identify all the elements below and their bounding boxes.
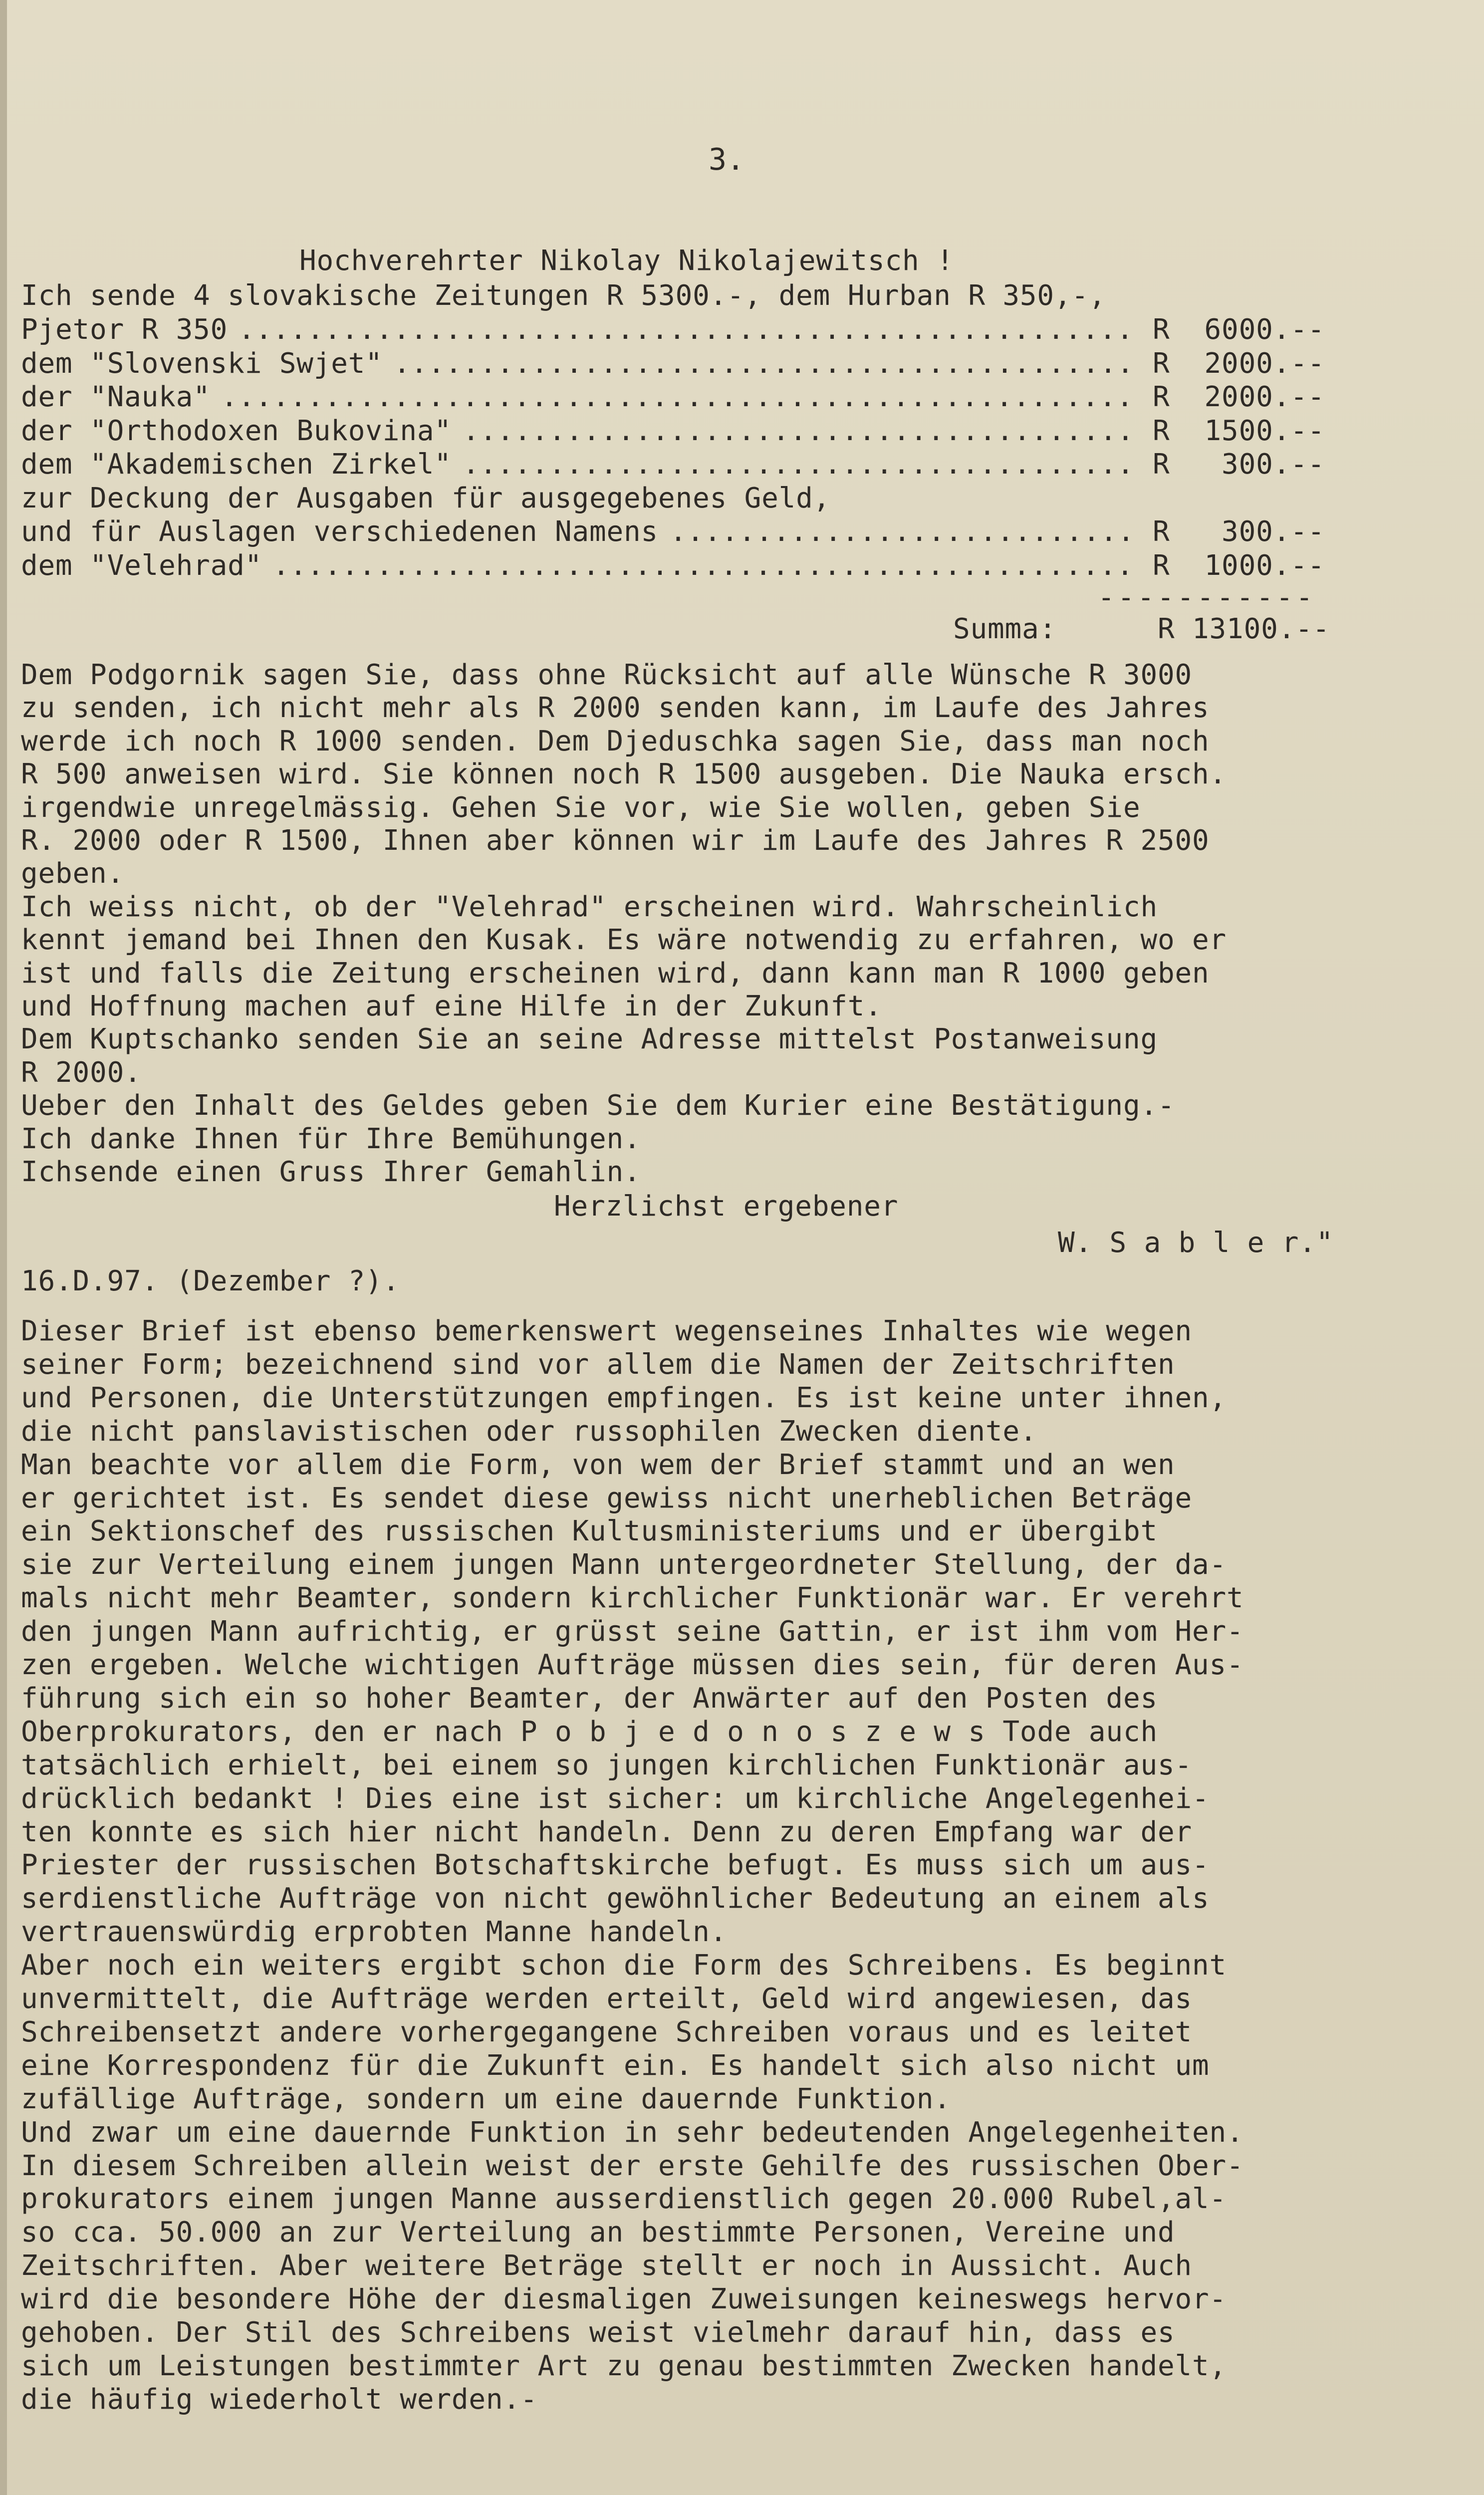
items-intro: Ich sende 4 slovakische Zeitungen R 5300.-, dem Hurban R 350,-,: [21, 279, 1106, 312]
commentary-line: die häufig wiederholt werden.-: [21, 2383, 538, 2416]
page-number: 3.: [709, 142, 745, 177]
sum-value: R 13100.--: [1158, 613, 1330, 645]
commentary-line: Schreibensetzt andere vorhergegangene Schreiben voraus und es leitet: [21, 2015, 1193, 2048]
ledger-item-label: der "Orthodoxen Bukovina": [21, 414, 452, 447]
commentary-line: Dieser Brief ist ebenso bemerkenswert wegenseines Inhaltes wie wegen: [21, 1315, 1193, 1347]
commentary-line: Aber noch ein weiters ergibt schon die Form des Schreibens. Es beginnt: [21, 1949, 1227, 1982]
letter-line: Ichsende einen Gruss Ihrer Gemahlin.: [21, 1156, 641, 1188]
ledger-item-label: der "Nauka": [21, 381, 211, 413]
ledger-leader-dots: ...........................: [670, 515, 1135, 548]
signature: W. S a b l e r.": [1058, 1227, 1334, 1259]
commentary-line: tatsächlich erhielt, bei einem so jungen kirchlichen Funktionär aus-: [21, 1748, 1193, 1781]
commentary-line: vertrauenswürdig erprobten Manne handeln.: [21, 1916, 728, 1949]
commentary-line: Man beachte vor allem die Form, von wem der Brief stammt und an wen: [21, 1448, 1175, 1481]
commentary-line: führung sich ein so hoher Beamter, der Anwärter auf den Posten des: [21, 1682, 1158, 1715]
letter-line: und Hoffnung machen auf eine Hilfe in der Zukunft.: [21, 990, 882, 1022]
commentary-line: drücklich bedankt ! Dies eine ist sicher: um kirchliche Angelegenhei-: [21, 1782, 1210, 1815]
commentary-line: ten konnte es sich hier nicht handeln. Denn zu deren Empfang war der: [21, 1815, 1193, 1848]
letter-line: Ueber den Inhalt des Geldes geben Sie dem Kurier eine Bestätigung.-: [21, 1089, 1175, 1122]
letter-line: R 500 anweisen wird. Sie können noch R 1500 ausgeben. Die Nauka ersch.: [21, 758, 1227, 791]
commentary-line: zufällige Aufträge, sondern um eine dauernde Funktion.: [21, 2082, 951, 2115]
commentary-line: gehoben. Der Stil des Schreibens weist vielmehr darauf hin, dass es: [21, 2316, 1175, 2349]
commentary-line: er gerichtet ist. Es sendet diese gewiss nicht unerheblichen Beträge: [21, 1482, 1193, 1514]
ledger-leader-dots: ..................................................: [272, 549, 1134, 582]
ledger-item-label: und für Auslagen verschiedenen Namens: [21, 515, 659, 548]
ledger-item-amount: R 300.--: [1153, 448, 1325, 481]
commentary-line: so cca. 50.000 an zur Verteilung an bestimmte Personen, Vereine und: [21, 2216, 1175, 2249]
ledger-item-amount: R 1500.--: [1153, 414, 1325, 447]
ledger-leader-dots: .......................................: [463, 414, 1135, 447]
letter-line: Ich weiss nicht, ob der "Velehrad" erscheinen wird. Wahrscheinlich: [21, 890, 1158, 923]
letter-line: R. 2000 oder R 1500, Ihnen aber können wir im Laufe des Jahres R 2500: [21, 824, 1210, 857]
letter-line: werde ich noch R 1000 senden. Dem Djeduschka sagen Sie, dass man noch: [21, 725, 1210, 757]
sum-label: Summa:: [953, 613, 1057, 645]
commentary-line: zen ergeben. Welche wichtigen Aufträge müssen dies sein, für deren Aus-: [21, 1649, 1244, 1681]
ledger-item-amount: R 300.--: [1153, 515, 1325, 548]
commentary-line: seiner Form; bezeichnend sind vor allem die Namen der Zeitschriften: [21, 1348, 1175, 1381]
letter-line: geben.: [21, 857, 125, 890]
ledger-leader-dots: ...........................................: [393, 347, 1134, 380]
page-edge: [0, 0, 7, 2495]
commentary-line: prokurators einem jungen Manne ausserdienstlich gegen 20.000 Rubel,al-: [21, 2183, 1227, 2216]
commentary-line: unvermittelt, die Aufträge werden erteilt, Geld wird angewiesen, das: [21, 1983, 1193, 2015]
ledger-leader-dots: .....................................................: [221, 381, 1134, 413]
letter-line: Dem Kuptschanko senden Sie an seine Adresse mittelst Postanweisung: [21, 1023, 1158, 1056]
commentary-line: In diesem Schreiben allein weist der erste Gehilfe des russischen Ober-: [21, 2149, 1244, 2182]
salutation: Hochverehrter Nikolay Nikolajewitsch !: [299, 245, 954, 277]
ledger-item-label: zur Deckung der Ausgaben für ausgegebenes Geld,: [21, 482, 831, 514]
commentary-line: serdienstliche Aufträge von nicht gewöhnlicher Bedeutung an einem als: [21, 1882, 1210, 1915]
ledger-item-amount: R 2000.--: [1153, 381, 1325, 413]
commentary-line: den jungen Mann aufrichtig, er grüsst seine Gattin, er ist ihm vom Her-: [21, 1615, 1244, 1648]
ledger-item-label: dem "Velehrad": [21, 549, 262, 582]
commentary-line: sich um Leistungen bestimmter Art zu genau bestimmten Zwecken handelt,: [21, 2349, 1227, 2382]
ledger-item-label: Pjetor R 350: [21, 313, 228, 346]
commentary-line: Zeitschriften. Aber weitere Beträge stellt er noch in Aussicht. Auch: [21, 2249, 1193, 2282]
commentary-line: mals nicht mehr Beamter, sondern kirchlicher Funktionär war. Er verehrt: [21, 1582, 1244, 1615]
commentary-line: wird die besondere Höhe der diesmaligen Zuweisungen keineswegs hervor-: [21, 2283, 1227, 2316]
letter-line: irgendwie unregelmässig. Gehen Sie vor, wie Sie wollen, geben Sie: [21, 791, 1141, 824]
letter-line: Ich danke Ihnen für Ihre Bemühungen.: [21, 1122, 641, 1155]
ledger-leader-dots: ....................................................: [238, 313, 1134, 346]
letter-line: Dem Podgornik sagen Sie, dass ohne Rücksicht auf alle Wünsche R 3000: [21, 659, 1193, 691]
ledger-item-label: dem "Akademischen Zirkel": [21, 448, 452, 481]
commentary-line: sie zur Verteilung einem jungen Mann untergeordneter Stellung, der da-: [21, 1548, 1227, 1581]
ledger-item-label: dem "Slovenski Swjet": [21, 347, 383, 380]
commentary-line: die nicht panslavistischen oder russophilen Zwecken diente.: [21, 1415, 1037, 1448]
commentary-line: ein Sektionschef des russischen Kultusministeriums und er übergibt: [21, 1515, 1158, 1548]
ledger-item-amount: R 1000.--: [1153, 549, 1325, 582]
closing: Herzlichst ergebener: [554, 1190, 899, 1223]
letter-line: R 2000.: [21, 1056, 142, 1089]
ledger-item-amount: R 6000.--: [1153, 313, 1325, 346]
letter-line: ist und falls die Zeitung erscheinen wird, dann kann man R 1000 geben: [21, 957, 1210, 990]
ledger-item-amount: R 2000.--: [1153, 347, 1325, 380]
ledger-leader-dots: .......................................: [463, 448, 1135, 481]
date: 16.D.97. (Dezember ?).: [21, 1265, 400, 1297]
commentary-line: Und zwar um eine dauernde Funktion in sehr bedeutenden Angelegenheiten.: [21, 2116, 1244, 2149]
commentary-line: und Personen, die Unterstützungen empfingen. Es ist keine unter ihnen,: [21, 1381, 1227, 1414]
commentary-line: eine Korrespondenz für die Zukunft ein. Es handelt sich also nicht um: [21, 2049, 1210, 2082]
ledger-rule: -----------: [1098, 581, 1316, 614]
letter-line: zu senden, ich nicht mehr als R 2000 senden kann, im Laufe des Jahres: [21, 692, 1210, 725]
commentary-line: Priester der russischen Botschaftskirche befugt. Es muss sich um aus-: [21, 1849, 1210, 1882]
commentary-line: Oberprokurators, den er nach P o b j e d o n o s z e w s Tode auch: [21, 1715, 1158, 1748]
letter-line: kennt jemand bei Ihnen den Kusak. Es wäre notwendig zu erfahren, wo er: [21, 924, 1227, 957]
